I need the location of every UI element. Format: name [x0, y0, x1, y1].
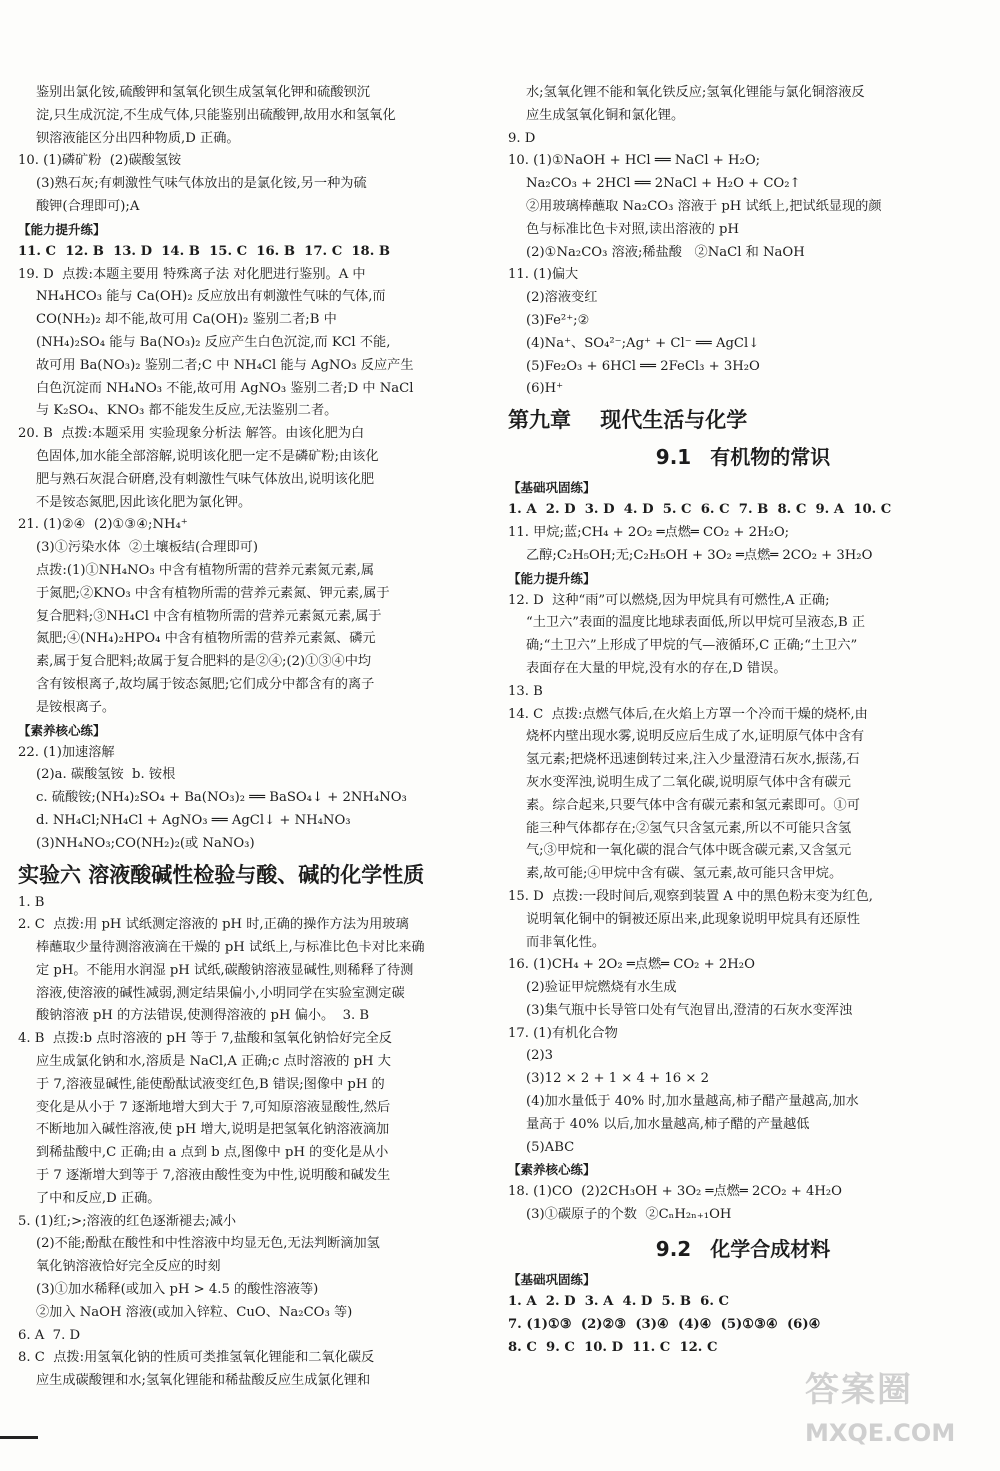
text-line: 肥与熟石灰混合研磨,没有刺激性气味气体放出,说明该化肥: [36, 471, 375, 487]
text-line: Na₂CO₃ + 2HCl ══ 2NaCl + H₂O + CO₂↑: [526, 176, 801, 192]
answer-item-21: 21. (1)②④ (2)①③④;NH₄⁺: [18, 517, 188, 533]
text-line: (NH₄)₂SO₄ 能与 Ba(NO₃)₂ 反应产生白色沉淀,而 KCl 不能,: [36, 334, 391, 350]
text-line: 烧杯内壁出现水雾,说明反应后生成了水,证明原气体中含有: [526, 729, 865, 745]
text-line: (3)①加水稀释(或加入 pH > 4.5 的酸性溶液等): [36, 1282, 319, 1298]
text-line: 应生成碳酸锂和水;氢氧化锂能和稀盐酸反应生成氯化锂和: [36, 1373, 371, 1389]
answer-item-2: 2. C 点拨:用 pH 试纸测定溶液的 pH 时,正确的操作方法为用玻璃: [18, 917, 409, 933]
answer-row-6-7: 6. A 7. D: [18, 1327, 81, 1343]
text-line: ②加入 NaOH 溶液(或加入锌粒、CuO、Na₂CO₃ 等): [36, 1304, 353, 1320]
answer-item-20: 20. B 点拨:本题采用 实验现象分析法 解答。由该化肥为白: [18, 426, 365, 442]
section-heading-9-2: [508, 1233, 978, 1265]
answer-item-14: 14. C 点拨:点燃气体后,在火焰上方罩一个冷而干燥的烧杯,由: [508, 706, 868, 722]
text-line: CO(NH₂)₂ 却不能,故可用 Ca(OH)₂ 鉴别二者;B 中: [36, 312, 337, 328]
answer-item-15: 15. D 点拨:一段时间后,观察到装置 A 中的黑色粉末变为红色,: [508, 888, 873, 904]
text-line: 乙醇;C₂H₅OH;无;C₂H₅OH + 3O₂ ═点燃═ 2CO₂ + 3H₂O: [526, 547, 873, 563]
text-line: (3)NH₄NO₃;CO(NH₂)₂(或 NaNO₃): [36, 835, 255, 851]
answer-row-1-6: 1. A 2. D 3. A 4. D 5. B 6. C: [508, 1294, 730, 1310]
text-line: 说明氧化铜中的铜被还原出来,此现象说明甲烷具有还原性: [526, 911, 860, 927]
answer-item-8: 8. C 点拨:用氢氧化钠的性质可类推氢氧化锂能和二氧化碳反: [18, 1350, 375, 1366]
text-line: 于 7,溶液显碱性,能使酚酞试液变红色,B 错误;图像中 pH 的: [36, 1076, 385, 1092]
text-line: 棒蘸取少量待测溶液滴在干燥的 pH 试纸上,与标准比色卡对比来确: [36, 940, 425, 956]
text-line: (3)集气瓶中长导管口处有气泡冒出,澄清的石灰水变浑浊: [526, 1002, 853, 1018]
answer-item-18: 18. (1)CO (2)2CH₃OH + 3O₂ ═点燃═ 2CO₂ + 4H₂O: [508, 1184, 842, 1200]
section-number: 9.2: [655, 1237, 692, 1262]
text-line: “土卫六”表面的温度比地球表面低,所以甲烷可呈液态,B 正: [526, 615, 866, 631]
text-line: 含有铵根离子,故均属于铵态氮肥;它们成分中都含有的离子: [36, 676, 375, 692]
answer-item-13: 13. B: [508, 683, 543, 699]
text-line: 点拨:(1)①NH₄NO₃ 中含有植物所需的营养元素氮元素,属: [36, 562, 375, 578]
text-line: (2)验证甲烷燃烧有水生成: [526, 980, 677, 996]
section-heading-9-1: [508, 441, 978, 473]
text-line: 淀,只生成沉淀,不生成气体,只能鉴别出硫酸钾,故用水和氢氧化: [36, 107, 396, 123]
text-line: (2)不能;酚酞在酸性和中性溶液中均显无色,无法判断滴加氢: [36, 1236, 380, 1252]
answer-item-11: 11. 甲烷;蓝;CH₄ + 2O₂ ═点燃═ CO₂ + 2H₂O;: [508, 524, 790, 540]
text-line: 于 7 逐渐增大到等于 7,溶液由酸性变为中性,说明酸和碱发生: [36, 1168, 391, 1184]
answer-item-16: 16. (1)CH₄ + 2O₂ ═点燃═ CO₂ + 2H₂O: [508, 957, 755, 973]
text-line: c. 硫酸铵;(NH₄)₂SO₄ + Ba(NO₃)₂ ══ BaSO₄↓ + 2NH₄NO₃: [36, 790, 407, 806]
text-line: 量高于 40% 以后,加水量越高,柿子醋的产量越低: [526, 1116, 810, 1132]
text-line: 于氮肥;②KNO₃ 中含有植物所需的营养元素氮、钾元素,属于: [36, 585, 390, 601]
section-label-core: 【素养核心练】: [508, 1162, 596, 1178]
section-label-basic: 【基础巩固练】: [508, 1272, 596, 1288]
answer-item-17: 17. (1)有机化合物: [508, 1025, 618, 1041]
text-line: NH₄HCO₃ 能与 Ca(OH)₂ 反应放出有刺激性气味的气体,而: [36, 289, 386, 305]
text-line: 氮肥;④(NH₄)₂HPO₄ 中含有植物所需的营养元素氮、磷元: [36, 631, 376, 647]
text-line: 到稀盐酸中,C 正确;由 a 点到 b 点,图像中 pH 的变化是从小: [36, 1145, 389, 1161]
section-label-ability: 【能力提升练】: [508, 570, 596, 586]
text-line: 酸钠溶液 pH 的方法错误,使测得溶液的 pH 偏小。 3. B: [36, 1008, 370, 1024]
text-line: 气;③甲烷和一氧化碳的混合气体中既含碳元素,又含氢元: [526, 843, 852, 859]
answer-row-8-12: 8. C 9. C 10. D 11. C 12. C: [508, 1339, 718, 1355]
text-line: 素。综合起来,只要气体中含有碳元素和氢元素即可。①可: [526, 797, 860, 813]
text-line: 定 pH。不能用水润湿 pH 试纸,碳酸钠溶液显碱性,则稀释了待测: [36, 962, 414, 978]
text-line: 表面存在大量的甲烷,没有水的存在,D 错误。: [526, 660, 787, 676]
text-line: (3)①污染水体 ②土壤板结(合理即可): [36, 540, 258, 556]
text-line: 水;氢氧化锂不能和氧化铁反应;氢氧化锂能与氯化铜溶液反: [526, 85, 865, 100]
left-column: [18, 82, 480, 1393]
section-label-core: 【素养核心练】: [18, 722, 106, 738]
watermark-url: MXQE.COM: [805, 1419, 956, 1447]
text-line: 色固体,加水能全部溶解,说明该化肥一定不是磷矿粉;由该化: [36, 448, 379, 464]
answer-item-19: 19. D 点拨:本题主要用 特殊离子法 对化肥进行鉴别。A 中: [18, 266, 366, 282]
text-line: (2)a. 碳酸氢铵 b. 铵根: [36, 767, 176, 783]
footer-rule: [0, 1436, 38, 1439]
text-line: 应生成氢氧化铜和氯化锂。: [526, 107, 685, 123]
text-line: (2)3: [526, 1048, 554, 1064]
text-line: 素,属于复合肥料;故属于复合肥料的是②④;(2)①③④中均: [36, 654, 372, 670]
text-line: (5)ABC: [526, 1139, 575, 1155]
text-line: 故可用 Ba(NO₃)₂ 鉴别二者;C 中 NH₄Cl 能与 AgNO₃ 反应产生: [36, 357, 414, 373]
section-title: 化学合成材料: [710, 1237, 831, 1262]
chapter-title: 现代生活与化学: [600, 408, 748, 433]
text-line: d. NH₄Cl;NH₄Cl + AgNO₃ ══ AgCl↓ + NH₄NO₃: [36, 812, 351, 828]
text-line: 素,故可能;④甲烷中含有碳、氢元素,故可能只含甲烷。: [526, 866, 843, 882]
answer-item-10: 10. (1)①NaOH + HCl ══ NaCl + H₂O;: [508, 153, 761, 169]
text-line: 应生成氯化钠和水,溶质是 NaCl,A 正确;c 点时溶液的 pH 大: [36, 1054, 391, 1070]
section-label-ability: 【能力提升练】: [18, 221, 106, 237]
text-line: 不是铵态氮肥,因此该化肥为氯化钾。: [36, 494, 252, 510]
text-line: 鉴别出氯化铵,硫酸钾和氢氧化钡生成氢氧化钾和硫酸钡沉: [36, 85, 370, 100]
chapter-heading: [508, 405, 978, 435]
answer-item-12: 12. D 这种“雨”可以燃烧,因为甲烷具有可燃性,A 正确;: [508, 592, 830, 608]
answer-row-11-18: 11. C 12. B 13. D 14. B 15. C 16. B 17. C 18. B: [18, 243, 391, 259]
experiment-six-heading: 实验六 溶液酸碱性检验与酸、碱的化学性质: [18, 862, 425, 887]
answer-item-10: 10. (1)磷矿粉 (2)碳酸氢铵: [18, 153, 182, 169]
text-line: 酸钾(合理即可);A: [36, 198, 140, 214]
answer-item-11: 11. (1)偏大: [508, 267, 579, 283]
text-line: 而非氧化性。: [526, 934, 606, 950]
text-line: 了中和反应,D 正确。: [36, 1190, 161, 1206]
answer-item-1: 1. B: [18, 894, 45, 910]
text-line: (2)溶液变红: [526, 290, 598, 306]
answer-item-9: 9. D: [508, 130, 536, 146]
text-line: 白色沉淀而 NH₄NO₃ 不能,故可用 AgNO₃ 鉴别二者;D 中 NaCl: [36, 380, 414, 396]
text-line: (5)Fe₂O₃ + 6HCl ══ 2FeCl₃ + 3H₂O: [526, 358, 760, 374]
answer-item-5: 5. (1)红;>;溶液的红色逐渐褪去;减小: [18, 1213, 237, 1229]
answer-item-7: 7. (1)①③ (2)②③ (3)④ (4)④ (5)①③④ (6)④: [508, 1316, 821, 1332]
text-line: 确;“土卫六”上形成了甲烷的气—液循环,C 正确;“土卫六”: [526, 638, 858, 654]
text-line: 色与标准比色卡对照,读出溶液的 pH: [526, 221, 739, 237]
text-line: (3)12 × 2 + 1 × 4 + 16 × 2: [526, 1071, 709, 1087]
chapter-number: 第九章: [508, 408, 571, 433]
text-line: 不断地加入碱性溶液,使 pH 增大,说明是把氢氧化钠溶液滴加: [36, 1122, 390, 1138]
text-line: 是铵根离子。: [36, 699, 116, 715]
watermark-logo: 答案圈: [805, 1370, 913, 1410]
section-title: 有机物的常识: [710, 445, 831, 470]
text-line: (6)H⁺: [526, 381, 564, 397]
text-line: (3)Fe²⁺;②: [526, 312, 590, 328]
right-column: [508, 82, 978, 1359]
answer-item-22: 22. (1)加速溶解: [18, 744, 115, 760]
text-line: (3)熟石灰;有刺激性气味气体放出的是氯化铵,另一种为硫: [36, 176, 367, 192]
text-line: 复合肥料;③NH₄Cl 中含有植物所需的营养元素氮元素,属于: [36, 608, 382, 624]
text-line: (4)Na⁺、SO₄²⁻;Ag⁺ + Cl⁻ ══ AgCl↓: [526, 335, 760, 351]
text-line: 钡溶液能区分出四种物质,D 正确。: [36, 130, 240, 146]
text-line: (2)①Na₂CO₃ 溶液;稀盐酸 ②NaCl 和 NaOH: [526, 244, 805, 260]
text-line: 能三种气体都存在;②氢气只含氢元素,所以不可能只含氢: [526, 820, 852, 836]
text-line: (4)加水量低于 40% 时,加水量越高,柿子醋产量越高,加水: [526, 1094, 859, 1110]
text-line: (3)①碳原子的个数 ②CₙH₂ₙ₊₁OH: [526, 1207, 732, 1223]
section-number: 9.1: [655, 445, 692, 470]
answer-item-4: 4. B 点拨:b 点时溶液的 pH 等于 7,盐酸和氢氧化钠恰好完全反: [18, 1031, 392, 1047]
text-line: ②用玻璃棒蘸取 Na₂CO₃ 溶液于 pH 试纸上,把试纸显现的颜: [526, 198, 882, 214]
text-line: 灰水变浑浊,说明生成了二氧化碳,说明原气体中含有碳元: [526, 774, 851, 790]
text-line: 溶液,使溶液的碱性减弱,测定结果偏小,小明同学在实验室测定碳: [36, 985, 405, 1001]
answer-row-1-10: 1. A 2. D 3. D 4. D 5. C 6. C 7. B 8. C 9. A 10. C: [508, 502, 892, 518]
watermark: [805, 1370, 995, 1460]
text-line: 氢元素;把烧杯迅速倒转过来,注入少量澄清石灰水,振荡,石: [526, 752, 860, 768]
text-line: 变化是从小于 7 逐渐地增大到大于 7,可知原溶液显酸性,然后: [36, 1099, 391, 1115]
text-line: 与 K₂SO₄、KNO₃ 都不能发生反应,无法鉴别二者。: [36, 403, 338, 419]
section-label-basic: 【基础巩固练】: [508, 480, 596, 496]
text-line: 氧化钠溶液恰好完全反应的时刻: [36, 1259, 221, 1275]
